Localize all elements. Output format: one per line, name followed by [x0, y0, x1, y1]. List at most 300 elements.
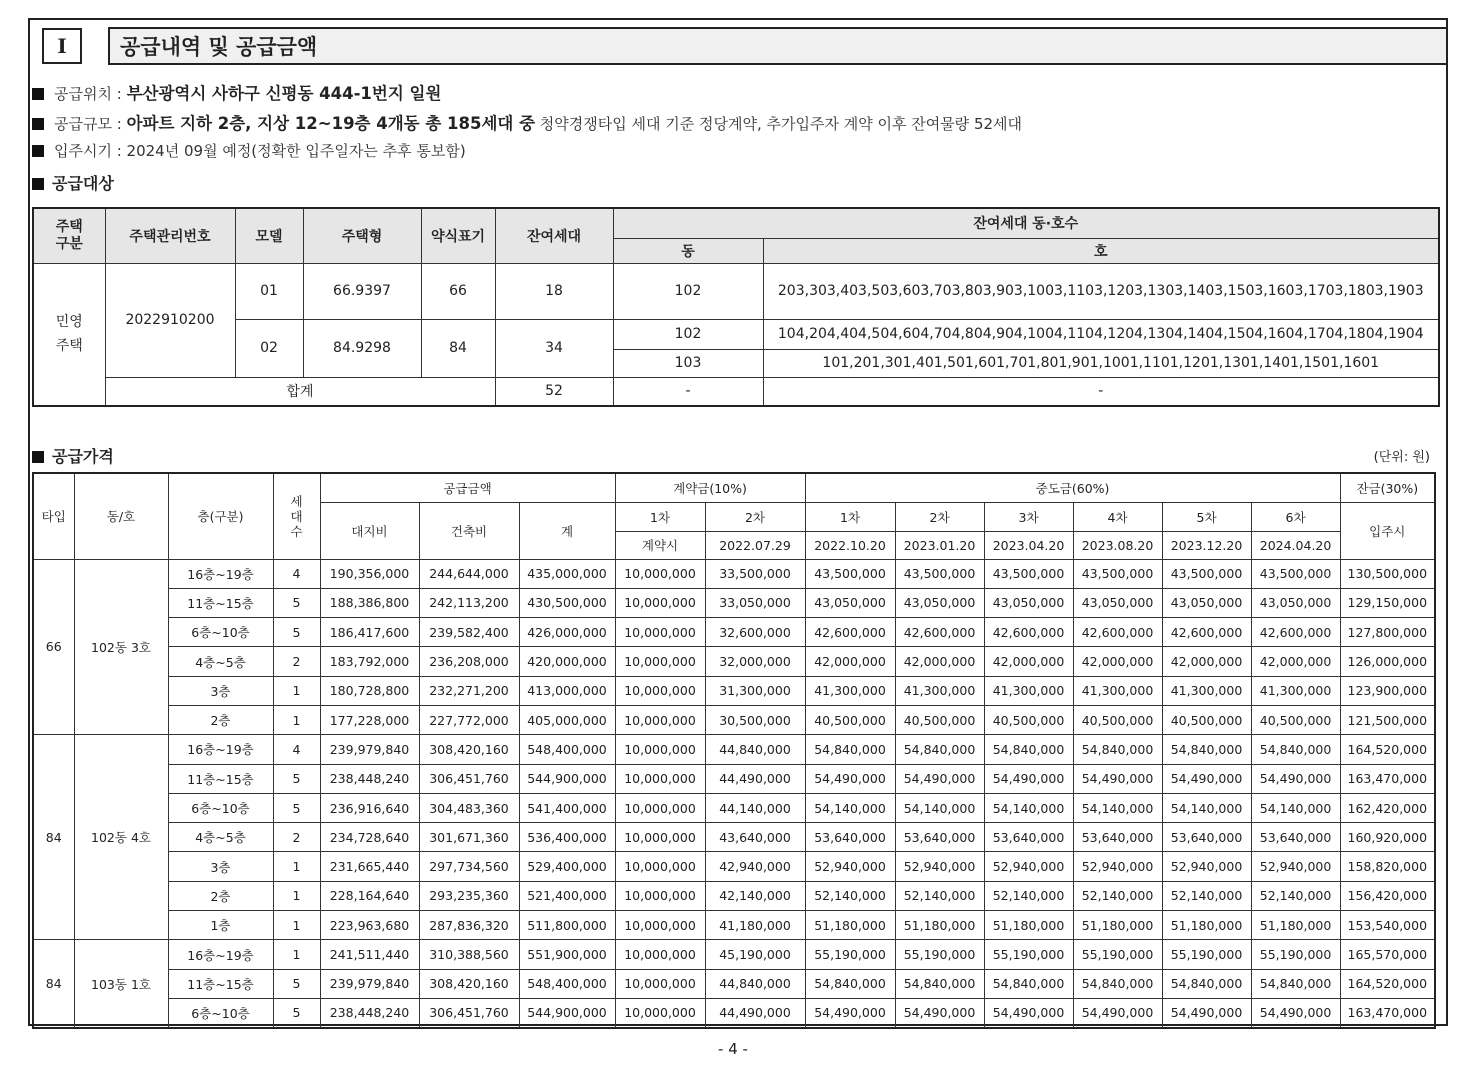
type-cell: 66 [33, 559, 74, 735]
floor-cell: 4층~5층 [168, 823, 273, 852]
deposit-2-cell: 30,500,000 [705, 705, 805, 734]
middle-cell: 51,180,000 [984, 911, 1073, 940]
build-cell: 232,271,200 [419, 676, 519, 705]
deposit-2-cell: 44,840,000 [705, 735, 805, 764]
balance-cell: 127,800,000 [1340, 618, 1435, 647]
deposit-1-cell: 10,000,000 [615, 969, 705, 998]
middle-cell: 54,490,000 [805, 998, 895, 1027]
info-location [32, 80, 441, 104]
table-row [33, 735, 1435, 764]
middle-cell: 54,840,000 [1073, 969, 1162, 998]
middle-cell: 54,840,000 [805, 969, 895, 998]
middle-cell: 42,000,000 [805, 647, 895, 676]
land-cell: 238,448,240 [320, 998, 419, 1027]
units-cell: 5 [273, 588, 320, 617]
bullet-square-icon [32, 118, 44, 130]
floor-cell: 16층~19층 [168, 940, 273, 969]
middle-cell: 53,640,000 [1073, 823, 1162, 852]
deposit-1-cell: 10,000,000 [615, 559, 705, 588]
floor-cell: 16층~19층 [168, 559, 273, 588]
build-cell: 236,208,000 [419, 647, 519, 676]
floor-cell: 1층 [168, 911, 273, 940]
middle-cell: 54,840,000 [984, 735, 1073, 764]
table-row [33, 319, 1439, 349]
scale-note: 청약경쟁타입 세대 기준 정당계약, 추가입주자 계약 이후 잔여물량 52세대 [535, 115, 1023, 133]
middle-cell: 51,180,000 [1162, 911, 1251, 940]
th-middle-round: 2차 [895, 502, 984, 531]
land-cell: 231,665,440 [320, 852, 419, 881]
th-land: 대지비 [320, 502, 419, 559]
deposit-1-cell: 10,000,000 [615, 823, 705, 852]
th-middle-date: 2023.01.20 [895, 531, 984, 559]
info-scale [32, 110, 1022, 134]
middle-cell: 43,500,000 [984, 559, 1073, 588]
middle-cell: 52,140,000 [895, 881, 984, 910]
middle-cell: 52,140,000 [805, 881, 895, 910]
land-cell: 228,164,640 [320, 881, 419, 910]
th-middle-date: 2024.04.20 [1251, 531, 1340, 559]
deposit-1-cell: 10,000,000 [615, 735, 705, 764]
balance-cell: 164,520,000 [1340, 735, 1435, 764]
middle-cell: 52,140,000 [984, 881, 1073, 910]
th-remain: 잔여세대 [495, 208, 613, 263]
build-cell: 287,836,320 [419, 911, 519, 940]
table-row [33, 559, 1435, 588]
floor-cell: 11층~15층 [168, 969, 273, 998]
land-cell: 239,979,840 [320, 735, 419, 764]
build-cell: 308,420,160 [419, 735, 519, 764]
units-cell: 4 [273, 735, 320, 764]
house-kind-cell: 민영 주택 [33, 263, 105, 406]
middle-cell: 42,600,000 [1251, 618, 1340, 647]
middle-cell: 54,490,000 [1162, 998, 1251, 1027]
balance-cell: 163,470,000 [1340, 764, 1435, 793]
build-cell: 304,483,360 [419, 793, 519, 822]
floor-cell: 4층~5층 [168, 647, 273, 676]
sum-cell: 548,400,000 [519, 735, 615, 764]
land-cell: 239,979,840 [320, 969, 419, 998]
middle-cell: 52,140,000 [1162, 881, 1251, 910]
sum-cell: 420,000,000 [519, 647, 615, 676]
middle-cell: 54,140,000 [895, 793, 984, 822]
sum-cell: 536,400,000 [519, 823, 615, 852]
units-cell: 5 [273, 618, 320, 647]
middle-cell: 43,050,000 [1251, 588, 1340, 617]
middle-cell: 43,050,000 [1162, 588, 1251, 617]
deposit-1-cell: 10,000,000 [615, 793, 705, 822]
units-cell: 1 [273, 705, 320, 734]
middle-cell: 42,000,000 [1251, 647, 1340, 676]
middle-cell: 53,640,000 [1162, 823, 1251, 852]
balance-cell: 164,520,000 [1340, 969, 1435, 998]
middle-cell: 53,640,000 [984, 823, 1073, 852]
build-cell: 227,772,000 [419, 705, 519, 734]
deposit-2-cell: 31,300,000 [705, 676, 805, 705]
deposit-2-cell: 44,840,000 [705, 969, 805, 998]
middle-cell: 54,490,000 [984, 764, 1073, 793]
th-build: 건축비 [419, 502, 519, 559]
scale-value: 아파트 지하 2층, 지상 12~19층 4개동 총 185세대 중 [126, 114, 536, 133]
floor-cell: 6층~10층 [168, 998, 273, 1027]
deposit-2-cell: 44,140,000 [705, 793, 805, 822]
units-cell: 1 [273, 852, 320, 881]
deposit-1-cell: 10,000,000 [615, 588, 705, 617]
middle-cell: 43,500,000 [1251, 559, 1340, 588]
build-cell: 293,235,360 [419, 881, 519, 910]
units-cell: 1 [273, 881, 320, 910]
table-row [33, 823, 1435, 852]
target-heading-text: 공급대상 [52, 174, 114, 193]
table-row [33, 588, 1435, 617]
th-mgmt-no: 주택관리번호 [105, 208, 235, 263]
section-header [42, 26, 318, 66]
middle-cell: 40,500,000 [1251, 705, 1340, 734]
model-cell: 02 [235, 319, 303, 377]
deposit-2-cell: 43,640,000 [705, 823, 805, 852]
table-row [33, 647, 1435, 676]
deposit-2-cell: 44,490,000 [705, 764, 805, 793]
middle-cell: 54,490,000 [1073, 764, 1162, 793]
middle-cell: 41,300,000 [984, 676, 1073, 705]
build-cell: 310,388,560 [419, 940, 519, 969]
th-deposit: 계약금(10%) [615, 473, 805, 502]
middle-cell: 55,190,000 [1251, 940, 1340, 969]
middle-cell: 54,840,000 [1073, 735, 1162, 764]
th-middle-date: 2022.10.20 [805, 531, 895, 559]
middle-cell: 54,490,000 [895, 764, 984, 793]
middle-cell: 43,500,000 [1162, 559, 1251, 588]
middle-cell: 52,940,000 [984, 852, 1073, 881]
deposit-2-cell: 32,000,000 [705, 647, 805, 676]
mgmt-no-cell: 2022910200 [105, 263, 235, 377]
th-units: 세 대 수 [273, 473, 320, 559]
table-row [33, 764, 1435, 793]
th-deposit-2-date: 2022.07.29 [705, 531, 805, 559]
table-row [33, 263, 1439, 319]
floor-cell: 11층~15층 [168, 764, 273, 793]
middle-cell: 54,490,000 [984, 998, 1073, 1027]
middle-cell: 41,300,000 [1251, 676, 1340, 705]
th-middle-round: 5차 [1162, 502, 1251, 531]
middle-cell: 54,840,000 [805, 735, 895, 764]
movein-text: 입주시기 : 2024년 09월 예정(정확한 입주일자는 추후 통보함) [54, 142, 466, 160]
table-row [33, 676, 1435, 705]
middle-cell: 53,640,000 [1251, 823, 1340, 852]
balance-cell: 163,470,000 [1340, 998, 1435, 1027]
land-cell: 241,511,440 [320, 940, 419, 969]
middle-cell: 54,140,000 [1162, 793, 1251, 822]
floor-cell: 16층~19층 [168, 735, 273, 764]
floor-cell: 2층 [168, 705, 273, 734]
balance-cell: 130,500,000 [1340, 559, 1435, 588]
middle-cell: 53,640,000 [895, 823, 984, 852]
deposit-2-cell: 33,050,000 [705, 588, 805, 617]
middle-cell: 52,940,000 [805, 852, 895, 881]
deposit-1-cell: 10,000,000 [615, 998, 705, 1027]
bullet-square-icon [32, 451, 44, 463]
dong-cell: 103 [613, 349, 763, 377]
middle-cell: 42,600,000 [1162, 618, 1251, 647]
middle-cell: 42,600,000 [984, 618, 1073, 647]
th-movein: 입주시 [1340, 502, 1435, 559]
middle-cell: 40,500,000 [1073, 705, 1162, 734]
middle-cell: 41,300,000 [1073, 676, 1162, 705]
sum-cell: 541,400,000 [519, 793, 615, 822]
th-remain-units: 잔여세대 동·호수 [613, 208, 1439, 238]
units-cell: 1 [273, 911, 320, 940]
table-row [33, 881, 1435, 910]
middle-cell: 51,180,000 [805, 911, 895, 940]
total-label: 합계 [105, 377, 495, 406]
middle-cell: 54,140,000 [1251, 793, 1340, 822]
th-dongho: 동/호 [74, 473, 168, 559]
middle-cell: 43,500,000 [805, 559, 895, 588]
land-cell: 238,448,240 [320, 764, 419, 793]
land-cell: 183,792,000 [320, 647, 419, 676]
balance-cell: 153,540,000 [1340, 911, 1435, 940]
remain-cell: 18 [495, 263, 613, 319]
target-heading [32, 171, 114, 194]
balance-cell: 158,820,000 [1340, 852, 1435, 881]
land-cell: 234,728,640 [320, 823, 419, 852]
sum-cell: 511,800,000 [519, 911, 615, 940]
land-cell: 186,417,600 [320, 618, 419, 647]
th-type: 타입 [33, 473, 74, 559]
middle-cell: 54,490,000 [1251, 998, 1340, 1027]
middle-cell: 41,300,000 [895, 676, 984, 705]
middle-cell: 54,490,000 [805, 764, 895, 793]
sum-cell: 405,000,000 [519, 705, 615, 734]
th-middle-round: 1차 [805, 502, 895, 531]
th-floor: 층(구분) [168, 473, 273, 559]
land-cell: 223,963,680 [320, 911, 419, 940]
middle-cell: 41,300,000 [1162, 676, 1251, 705]
middle-cell: 54,840,000 [1251, 969, 1340, 998]
units-cell: 5 [273, 793, 320, 822]
middle-cell: 42,000,000 [984, 647, 1073, 676]
th-ho: 호 [763, 238, 1439, 263]
th-deposit-2: 2차 [705, 502, 805, 531]
build-cell: 242,113,200 [419, 588, 519, 617]
table-row [33, 618, 1435, 647]
sum-cell: 521,400,000 [519, 881, 615, 910]
land-cell: 236,916,640 [320, 793, 419, 822]
th-balance: 잔금(30%) [1340, 473, 1435, 502]
land-cell: 190,356,000 [320, 559, 419, 588]
middle-cell: 55,190,000 [895, 940, 984, 969]
th-middle: 중도금(60%) [805, 473, 1340, 502]
deposit-2-cell: 44,490,000 [705, 998, 805, 1027]
bullet-square-icon [32, 88, 44, 100]
short-cell: 66 [421, 263, 495, 319]
middle-cell: 51,180,000 [1073, 911, 1162, 940]
dongho-cell: 102동 4호 [74, 735, 168, 940]
deposit-1-cell: 10,000,000 [615, 852, 705, 881]
th-sum: 계 [519, 502, 615, 559]
build-cell: 297,734,560 [419, 852, 519, 881]
land-cell: 177,228,000 [320, 705, 419, 734]
build-cell: 306,451,760 [419, 764, 519, 793]
section-number: I [42, 28, 82, 64]
dongho-cell: 103동 1호 [74, 940, 168, 1028]
deposit-2-cell: 41,180,000 [705, 911, 805, 940]
table-row [33, 705, 1435, 734]
middle-cell: 43,050,000 [984, 588, 1073, 617]
short-cell: 84 [421, 319, 495, 377]
build-cell: 244,644,000 [419, 559, 519, 588]
floor-cell: 3층 [168, 852, 273, 881]
th-middle-round: 6차 [1251, 502, 1340, 531]
bullet-square-icon [32, 178, 44, 190]
sum-cell: 529,400,000 [519, 852, 615, 881]
middle-cell: 54,140,000 [1073, 793, 1162, 822]
deposit-1-cell: 10,000,000 [615, 647, 705, 676]
middle-cell: 40,500,000 [1162, 705, 1251, 734]
middle-cell: 52,940,000 [1162, 852, 1251, 881]
th-house-type: 주택 구분 [33, 208, 105, 263]
middle-cell: 54,490,000 [1162, 764, 1251, 793]
th-short: 약식표기 [421, 208, 495, 263]
supply-target-table [32, 207, 1440, 407]
deposit-2-cell: 42,940,000 [705, 852, 805, 881]
floor-cell: 6층~10층 [168, 793, 273, 822]
th-deposit-1-date: 계약시 [615, 531, 705, 559]
balance-cell: 129,150,000 [1340, 588, 1435, 617]
table-row [33, 793, 1435, 822]
middle-cell: 55,190,000 [984, 940, 1073, 969]
total-ho: - [763, 377, 1439, 406]
middle-cell: 43,500,000 [1073, 559, 1162, 588]
deposit-1-cell: 10,000,000 [615, 705, 705, 734]
middle-cell: 52,140,000 [1073, 881, 1162, 910]
floor-cell: 3층 [168, 676, 273, 705]
table-row [33, 969, 1435, 998]
middle-cell: 55,190,000 [1162, 940, 1251, 969]
floor-cell: 2층 [168, 881, 273, 910]
middle-cell: 54,840,000 [895, 735, 984, 764]
middle-cell: 40,500,000 [805, 705, 895, 734]
units-cell: 1 [273, 676, 320, 705]
middle-cell: 54,140,000 [984, 793, 1073, 822]
th-deposit-1: 1차 [615, 502, 705, 531]
middle-cell: 54,490,000 [895, 998, 984, 1027]
middle-cell: 42,000,000 [895, 647, 984, 676]
middle-cell: 42,600,000 [805, 618, 895, 647]
table-row [33, 911, 1435, 940]
deposit-1-cell: 10,000,000 [615, 676, 705, 705]
deposit-2-cell: 33,500,000 [705, 559, 805, 588]
sum-cell: 435,000,000 [519, 559, 615, 588]
units-cell: 1 [273, 940, 320, 969]
balance-cell: 126,000,000 [1340, 647, 1435, 676]
middle-cell: 42,000,000 [1162, 647, 1251, 676]
total-remain: 52 [495, 377, 613, 406]
dongho-cell: 102동 3호 [74, 559, 168, 735]
middle-cell: 51,180,000 [895, 911, 984, 940]
middle-cell: 43,050,000 [1073, 588, 1162, 617]
dong-cell: 102 [613, 319, 763, 349]
middle-cell: 51,180,000 [1251, 911, 1340, 940]
floor-cell: 6층~10층 [168, 618, 273, 647]
remain-cell: 34 [495, 319, 613, 377]
type-cell: 84 [33, 940, 74, 1028]
balance-cell: 123,900,000 [1340, 676, 1435, 705]
th-middle-date: 2023.08.20 [1073, 531, 1162, 559]
bullet-square-icon [32, 145, 44, 157]
table-row-total [33, 377, 1439, 406]
sum-cell: 548,400,000 [519, 969, 615, 998]
middle-cell: 55,190,000 [805, 940, 895, 969]
deposit-1-cell: 10,000,000 [615, 940, 705, 969]
middle-cell: 52,140,000 [1251, 881, 1340, 910]
middle-cell: 54,490,000 [1251, 764, 1340, 793]
land-cell: 188,386,800 [320, 588, 419, 617]
sum-cell: 544,900,000 [519, 764, 615, 793]
section-title: 공급내역 및 공급금액 [108, 27, 1448, 65]
units-cell: 5 [273, 764, 320, 793]
unit-label: (단위: 원) [1373, 450, 1430, 465]
th-middle-round: 3차 [984, 502, 1073, 531]
sum-cell: 430,500,000 [519, 588, 615, 617]
middle-cell: 52,940,000 [1073, 852, 1162, 881]
deposit-2-cell: 42,140,000 [705, 881, 805, 910]
deposit-1-cell: 10,000,000 [615, 881, 705, 910]
units-cell: 2 [273, 647, 320, 676]
ho-cell: 203,303,403,503,603,703,803,903,1003,1103,1203,1303,1403,1503,1603,1703,1803,1903 [763, 263, 1439, 319]
dong-cell: 102 [613, 263, 763, 319]
middle-cell: 41,300,000 [805, 676, 895, 705]
deposit-2-cell: 32,600,000 [705, 618, 805, 647]
document-page [28, 18, 1448, 1026]
balance-cell: 165,570,000 [1340, 940, 1435, 969]
middle-cell: 54,840,000 [1162, 735, 1251, 764]
th-model: 모델 [235, 208, 303, 263]
middle-cell: 52,940,000 [895, 852, 984, 881]
table-row [33, 852, 1435, 881]
balance-cell: 121,500,000 [1340, 705, 1435, 734]
units-cell: 5 [273, 998, 320, 1027]
location-value: 부산광역시 사하구 신평동 444-1번지 일원 [126, 84, 442, 103]
build-cell: 301,671,360 [419, 823, 519, 852]
land-cell: 180,728,800 [320, 676, 419, 705]
middle-cell: 54,840,000 [895, 969, 984, 998]
sum-cell: 551,900,000 [519, 940, 615, 969]
middle-cell: 42,600,000 [1073, 618, 1162, 647]
middle-cell: 54,490,000 [1073, 998, 1162, 1027]
supply-price-table [32, 472, 1436, 1029]
middle-cell: 42,600,000 [895, 618, 984, 647]
deposit-1-cell: 10,000,000 [615, 764, 705, 793]
deposit-1-cell: 10,000,000 [615, 911, 705, 940]
model-cell: 01 [235, 263, 303, 319]
total-dong: - [613, 377, 763, 406]
sum-cell: 544,900,000 [519, 998, 615, 1027]
middle-cell: 42,000,000 [1073, 647, 1162, 676]
table-row [33, 998, 1435, 1027]
middle-cell: 43,500,000 [895, 559, 984, 588]
middle-cell: 40,500,000 [895, 705, 984, 734]
middle-cell: 52,940,000 [1251, 852, 1340, 881]
th-supply: 공급금액 [320, 473, 615, 502]
middle-cell: 40,500,000 [984, 705, 1073, 734]
build-cell: 239,582,400 [419, 618, 519, 647]
balance-cell: 162,420,000 [1340, 793, 1435, 822]
size-cell: 66.9397 [303, 263, 421, 319]
price-heading [32, 444, 114, 467]
page-number: - 4 - [718, 1040, 748, 1058]
middle-cell: 54,140,000 [805, 793, 895, 822]
th-dong: 동 [613, 238, 763, 263]
